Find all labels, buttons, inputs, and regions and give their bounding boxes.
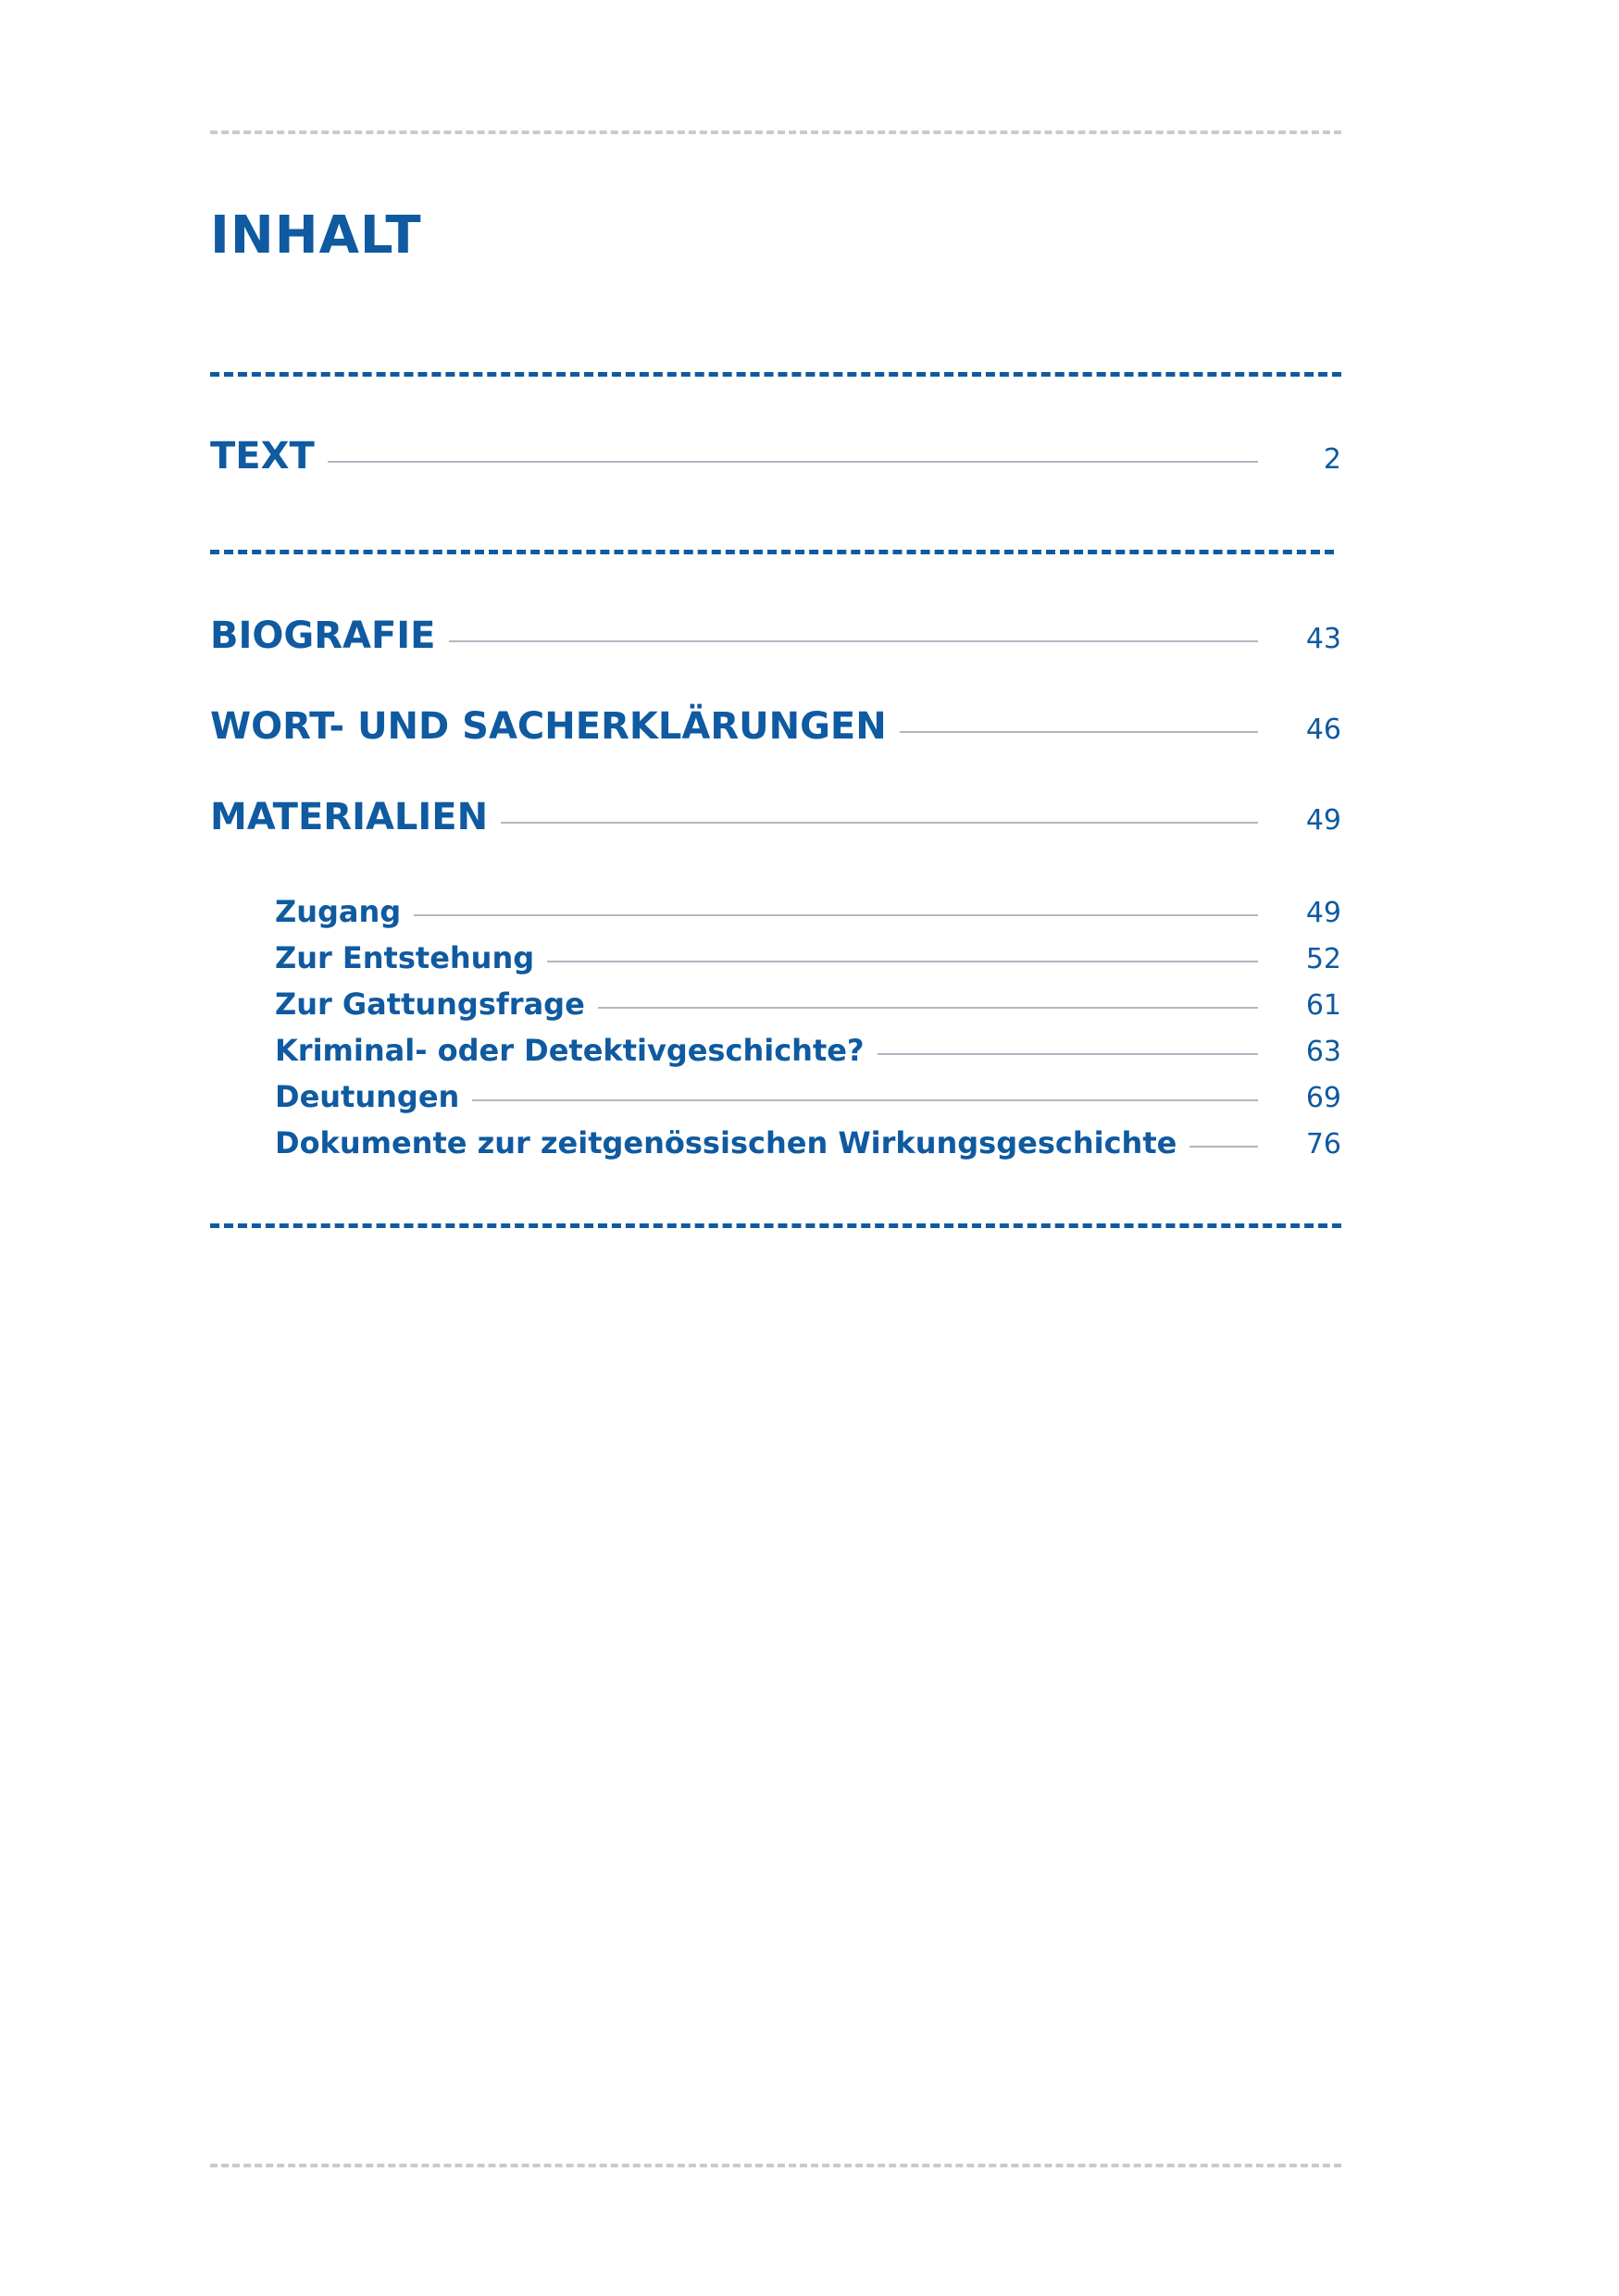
toc-subentry-kriminal-oder-detektivgeschichte[interactable] — [275, 1033, 1341, 1068]
leader-line — [414, 914, 1258, 916]
toc-page-number: 76 — [1305, 1128, 1341, 1160]
toc-subentry-label: Dokumente zur zeitgenössischen Wirkungsgeschichte — [275, 1125, 1177, 1160]
toc-subentry-label: Deutungen — [275, 1079, 460, 1114]
leader-line — [598, 1007, 1258, 1009]
toc-entry-biografie[interactable] — [210, 614, 1341, 657]
section-divider — [210, 1223, 1341, 1228]
page-title: INHALT — [210, 205, 422, 266]
leader-line — [1189, 1146, 1258, 1148]
toc-page-number: 69 — [1305, 1082, 1341, 1114]
leader-line — [900, 731, 1258, 733]
toc-entry-label: MATERIALIEN — [210, 796, 489, 838]
toc-page-number: 49 — [1305, 804, 1341, 837]
toc-page-number: 43 — [1305, 623, 1341, 655]
toc-entry-label: WORT- UND SACHERKLÄRUNGEN — [210, 705, 887, 748]
toc-subentry-zur-gattungsfrage[interactable] — [275, 987, 1341, 1022]
toc-page-number: 63 — [1305, 1036, 1341, 1068]
toc-entry-text[interactable] — [210, 435, 1341, 478]
leader-line — [878, 1053, 1259, 1055]
toc-page-number: 61 — [1305, 989, 1341, 1022]
toc-subentry-zur-entstehung[interactable] — [275, 940, 1341, 975]
toc-subentry-zugang[interactable] — [275, 894, 1341, 929]
leader-line — [547, 961, 1258, 962]
toc-entry-label: TEXT — [210, 435, 315, 478]
toc-subentry-dokumente-wirkungsgeschichte[interactable] — [275, 1125, 1341, 1160]
toc-entry-materialien[interactable] — [210, 796, 1341, 838]
toc-page-number: 2 — [1323, 443, 1341, 476]
toc-subentry-label: Zugang — [275, 894, 402, 929]
section-divider — [210, 372, 1341, 377]
top-divider — [210, 130, 1341, 134]
toc-entry-label: BIOGRAFIE — [210, 614, 436, 657]
leader-line — [501, 822, 1258, 824]
leader-line — [449, 640, 1259, 642]
toc-page-number: 46 — [1305, 714, 1341, 746]
toc-page-number: 52 — [1305, 943, 1341, 975]
toc-subentry-label: Zur Entstehung — [275, 940, 535, 975]
toc-subentry-label: Kriminal- oder Detektivgeschichte? — [275, 1033, 865, 1068]
leader-line — [472, 1099, 1258, 1101]
toc-subentry-label: Zur Gattungsfrage — [275, 987, 585, 1022]
bottom-divider — [210, 2164, 1341, 2167]
toc-entry-wort-und-sacherklaerungen[interactable] — [210, 705, 1341, 748]
toc-subentry-deutungen[interactable] — [275, 1079, 1341, 1114]
toc-page-number: 49 — [1305, 897, 1341, 929]
section-divider — [210, 550, 1334, 554]
leader-line — [328, 461, 1258, 463]
